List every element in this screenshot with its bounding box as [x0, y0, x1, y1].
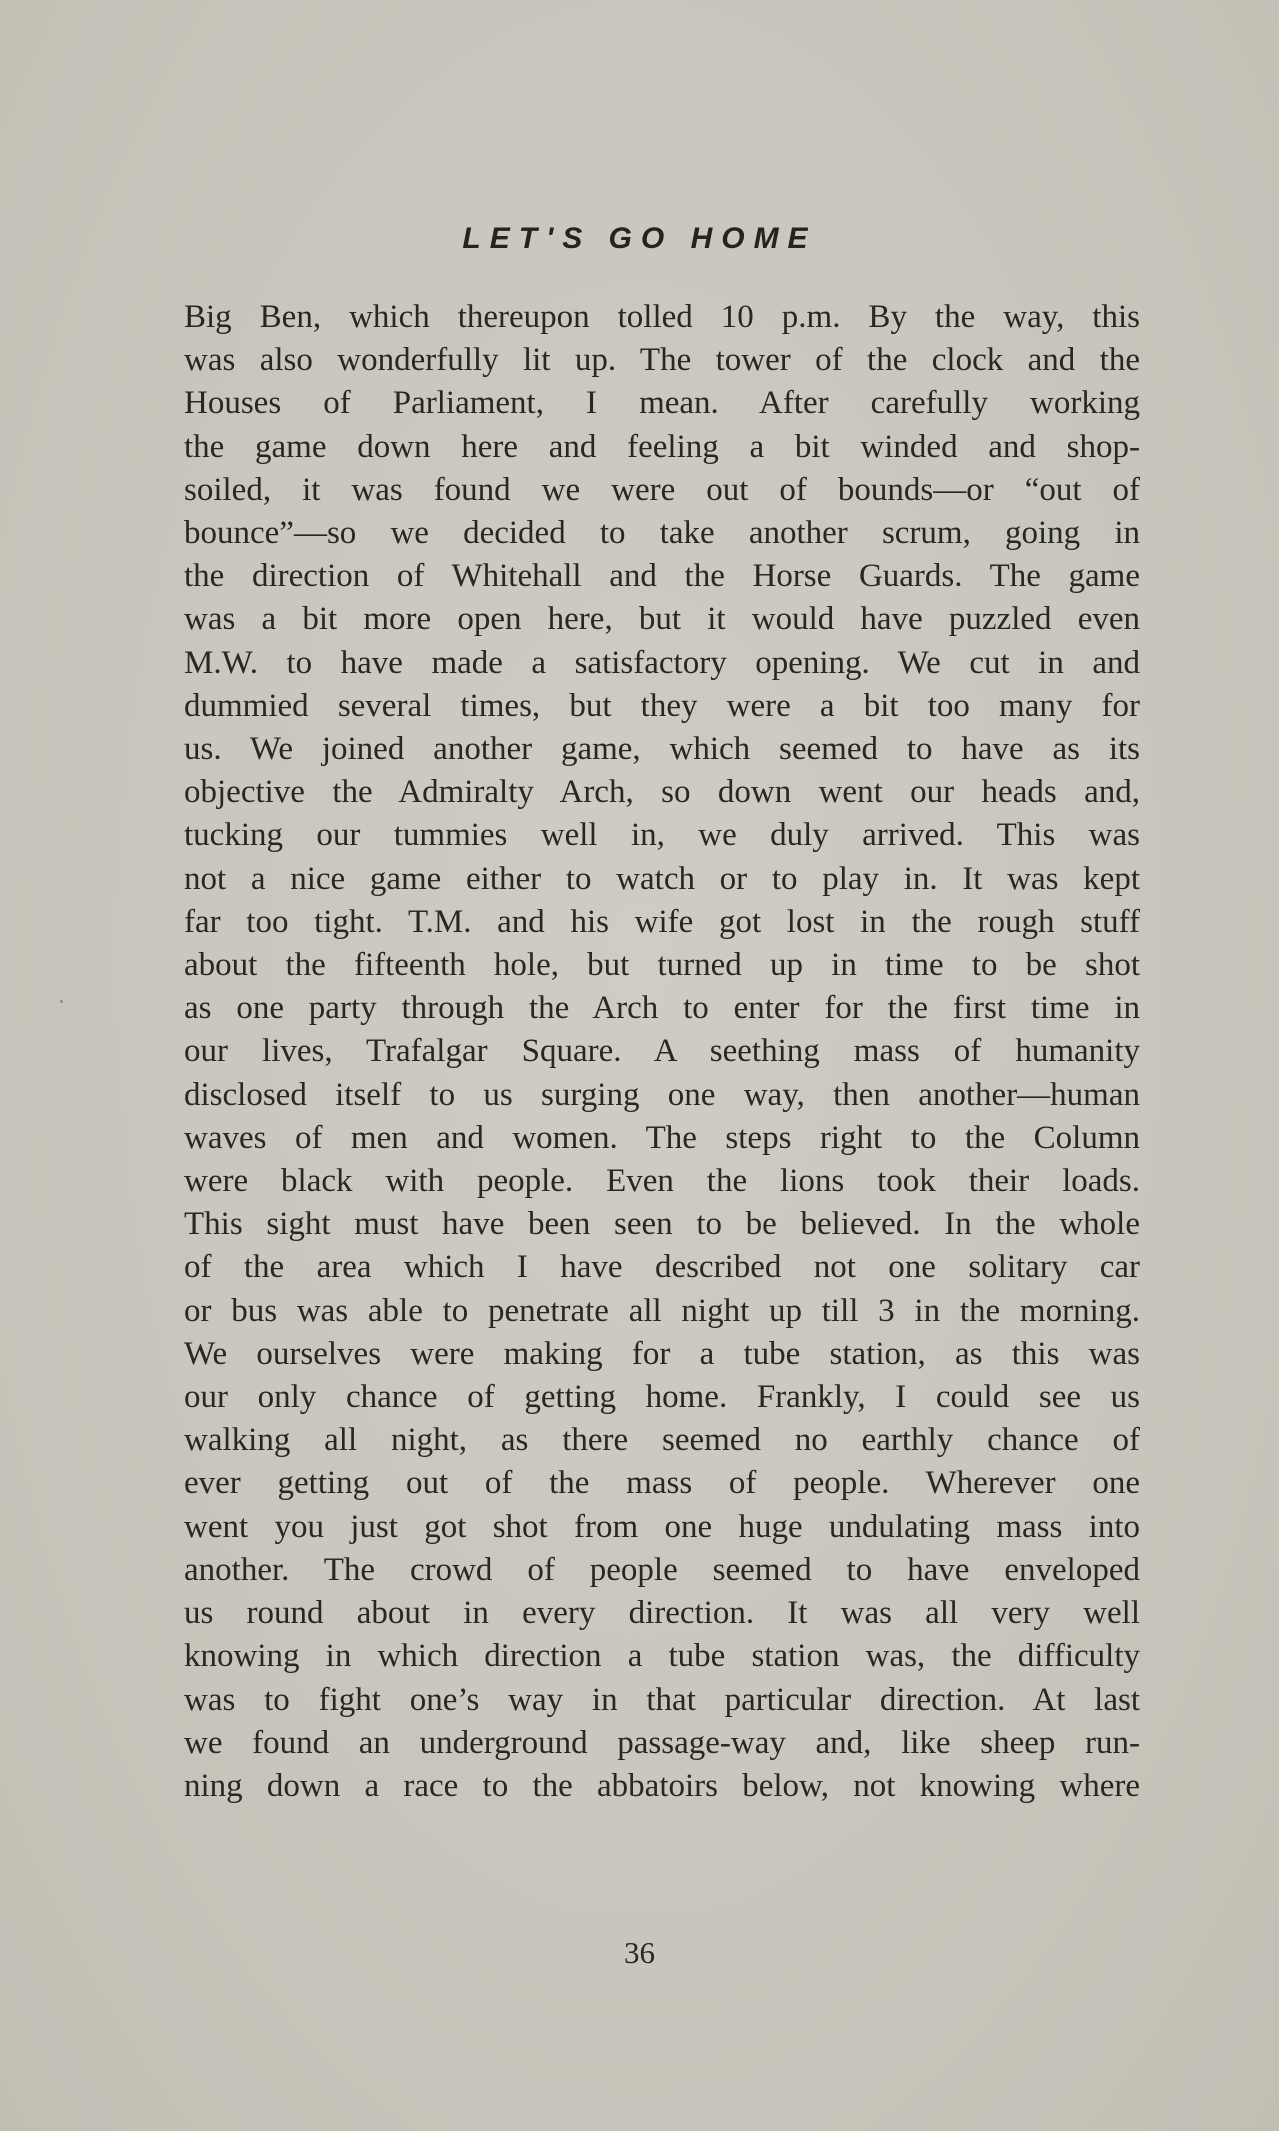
text-line: we found an underground passage-way and, like sheep run- [184, 1724, 1140, 1761]
text-line: waves of men and women. The steps right to the Column [184, 1119, 1140, 1156]
text-line: knowing in which direction a tube station was, the difficulty [184, 1638, 1140, 1675]
text-line: the direction of Whitehall and the Horse Guards. The game [184, 558, 1140, 595]
text-line: us. We joined another game, which seemed to have as its [184, 731, 1140, 768]
text-line: This sight must have been seen to be believed. In the whole [184, 1206, 1140, 1243]
text-line: ever getting out of the mass of people. Wherever one [184, 1465, 1140, 1502]
text-line: as one party through the Arch to enter for the first time in [184, 990, 1140, 1027]
text-line: far too tight. T.M. and his wife got lost in the rough stuff [184, 903, 1140, 940]
text-line: about the fifteenth hole, but turned up in time to be shot [184, 947, 1140, 984]
text-line: not a nice game either to watch or to play in. It was kept [184, 860, 1140, 897]
text-line: or bus was able to penetrate all night up till 3 in the morning. [184, 1292, 1140, 1329]
text-line: us round about in every direction. It was all very well [184, 1595, 1140, 1632]
text-line: dummied several times, but they were a bit too many for [184, 687, 1140, 724]
text-line: disclosed itself to us surging one way, then another—human [184, 1076, 1140, 1113]
text-line: bounce”—so we decided to take another scrum, going in [184, 515, 1140, 552]
text-line: soiled, it was found we were out of bounds—or “out of [184, 471, 1140, 508]
text-line: ning down a race to the abbatoirs below, not knowing where [184, 1767, 1140, 1804]
text-line: Houses of Parliament, I mean. After carefully working [184, 385, 1140, 422]
text-line: the game down here and feeling a bit winded and shop- [184, 428, 1140, 465]
text-line: another. The crowd of people seemed to have enveloped [184, 1551, 1140, 1588]
text-line: went you just got shot from one huge undulating mass into [184, 1508, 1140, 1545]
page-number: 36 [624, 1935, 655, 1970]
text-line: objective the Admiralty Arch, so down went our heads and, [184, 774, 1140, 811]
text-line: were black with people. Even the lions took their loads. [184, 1163, 1140, 1200]
text-line: our only chance of getting home. Frankly, I could see us [184, 1379, 1140, 1416]
text-line: Big Ben, which thereupon tolled 10 p.m. By the way, this [184, 299, 1140, 335]
text-line: was a bit more open here, but it would have puzzled even [184, 601, 1140, 638]
text-line: We ourselves were making for a tube station, as this was [184, 1335, 1140, 1372]
paper-speck [60, 1000, 63, 1003]
text-line: was to fight one’s way in that particular direction. At last [184, 1681, 1140, 1718]
text-line: was also wonderfully lit up. The tower of the clock and the [184, 342, 1140, 379]
text-line: of the area which I have described not one solitary car [184, 1249, 1140, 1286]
text-line: M.W. to have made a satisfactory opening. We cut in and [184, 644, 1140, 681]
text-line: walking all night, as there seemed no earthly chance of [184, 1422, 1140, 1459]
body-text [184, 296, 1140, 1808]
text-line: our lives, Trafalgar Square. A seething mass of humanity [184, 1033, 1140, 1070]
text-line: tucking our tummies well in, we duly arrived. This was [184, 817, 1140, 854]
running-head: LET'S GO HOME [462, 222, 817, 255]
